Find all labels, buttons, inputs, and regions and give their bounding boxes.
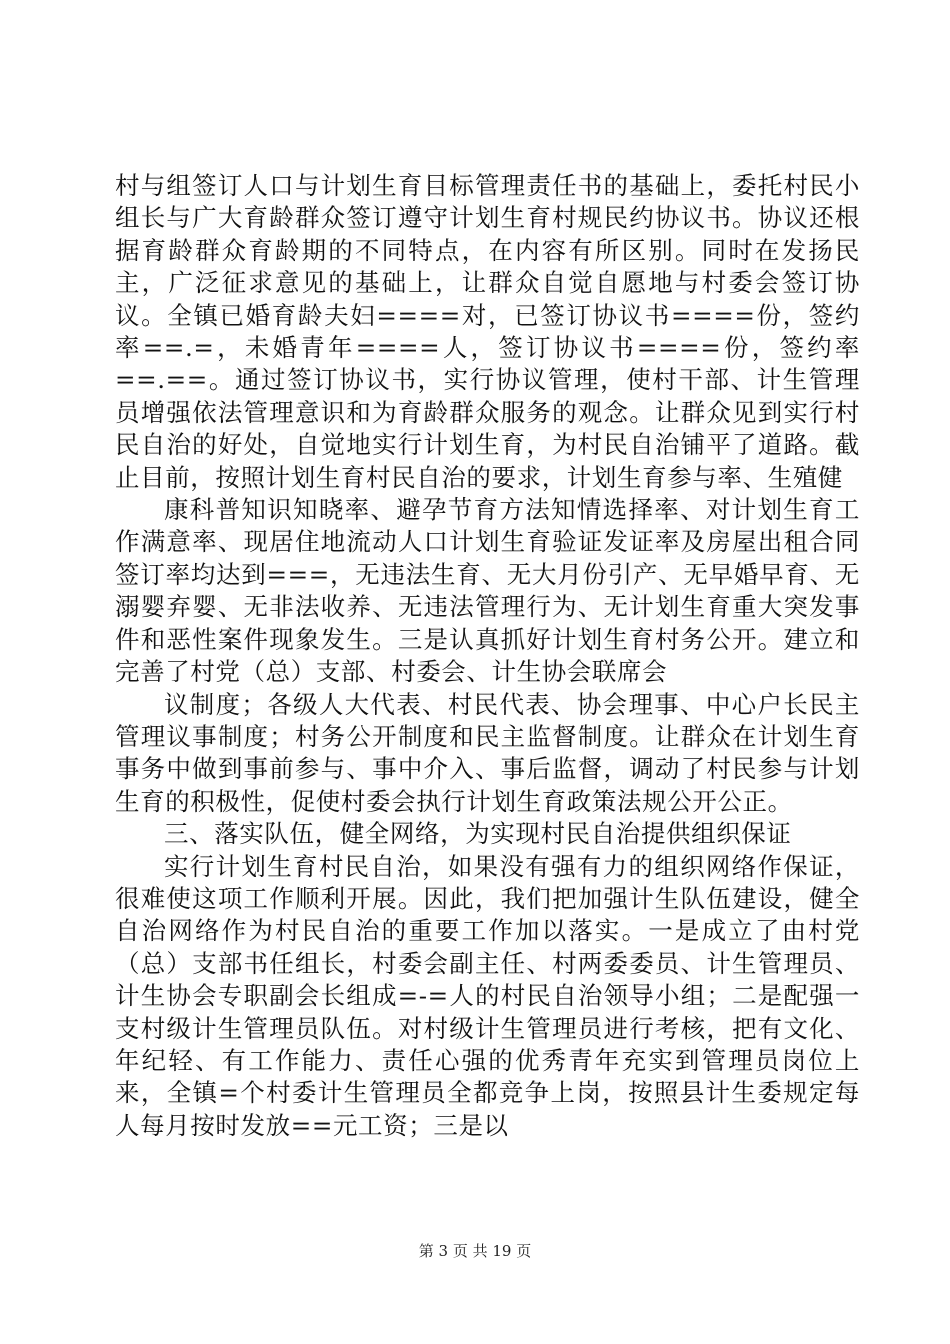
section-heading: 三、落实队伍，健全网络，为实现村民自治提供组织保证	[164, 819, 792, 849]
page-footer: 第 3 页 共 19 页	[418, 1242, 532, 1260]
document-body	[115, 170, 860, 1142]
paragraph-4: 实行计划生育村民自治，如果没有强有力的组织网络作保证，很难使这项工作顺利开展。因此，我们把加强计生队伍建设，健全自治网络作为村民自治的重要工作加以落实。一是成立了由村党（总）支部书任组长，村委会副主任、村两委委员、计生管理员、计生协会专职副会长组成=-=人的村民自治领导小组；二是配强一支村级计生管理员队伍。对村级计生管理员进行考核，把有文化、年纪轻、有工作能力、责任心强的优秀青年充实到管理员岗位上来，全镇=个村委计生管理员全都竞争上岗，按照县计生委规定每人每月按时发放==元工资；三是以	[115, 851, 860, 1140]
paragraph-2: 康科普知识知晓率、避孕节育方法知情选择率、对计划生育工作满意率、现居住地流动人口计划生育验证发证率及房屋出租合同签订率均达到===，无违法生育、无大月份引产、无早婚早育、无溺婴弃婴、无非法收养、无违法管理行为、无计划生育重大突发事件和恶性案件现象发生。三是认真抓好计划生育村务公开。建立和完善了村党（总）支部、村委会、计生协会联席会	[115, 495, 860, 687]
paragraph-3: 议制度；各级人大代表、村民代表、协会理事、中心户长民主管理议事制度；村务公开制度和民主监督制度。让群众在计划生育事务中做到事前参与、事中介入、事后监督，调动了村民参与计划生育的积极性，促使村委会执行计划生育政策法规公开公正。	[115, 689, 860, 816]
paragraph-1: 村与组签订人口与计划生育目标管理责任书的基础上，委托村民小组长与广大育龄群众签订遵守计划生育村规民约协议书。协议还根据育龄群众育龄期的不同特点，在内容有所区别。同时在发扬民主，广泛征求意见的基础上，让群众自觉自愿地与村委会签订协议。全镇已婚育龄夫妇====对，已签订协议书====份，签约率==.=，未婚青年====人，签订协议书====份，签约率==.==。通过签订协议书，实行协议管理，使村干部、计生管理员增强依法管理意识和为育龄群众服务的观念。让群众见到实行村民自治的好处，自觉地实行计划生育，为村民自治铺平了道路。截止目前，按照计划生育村民自治的要求，计划生育参与率、生殖健	[115, 171, 860, 492]
